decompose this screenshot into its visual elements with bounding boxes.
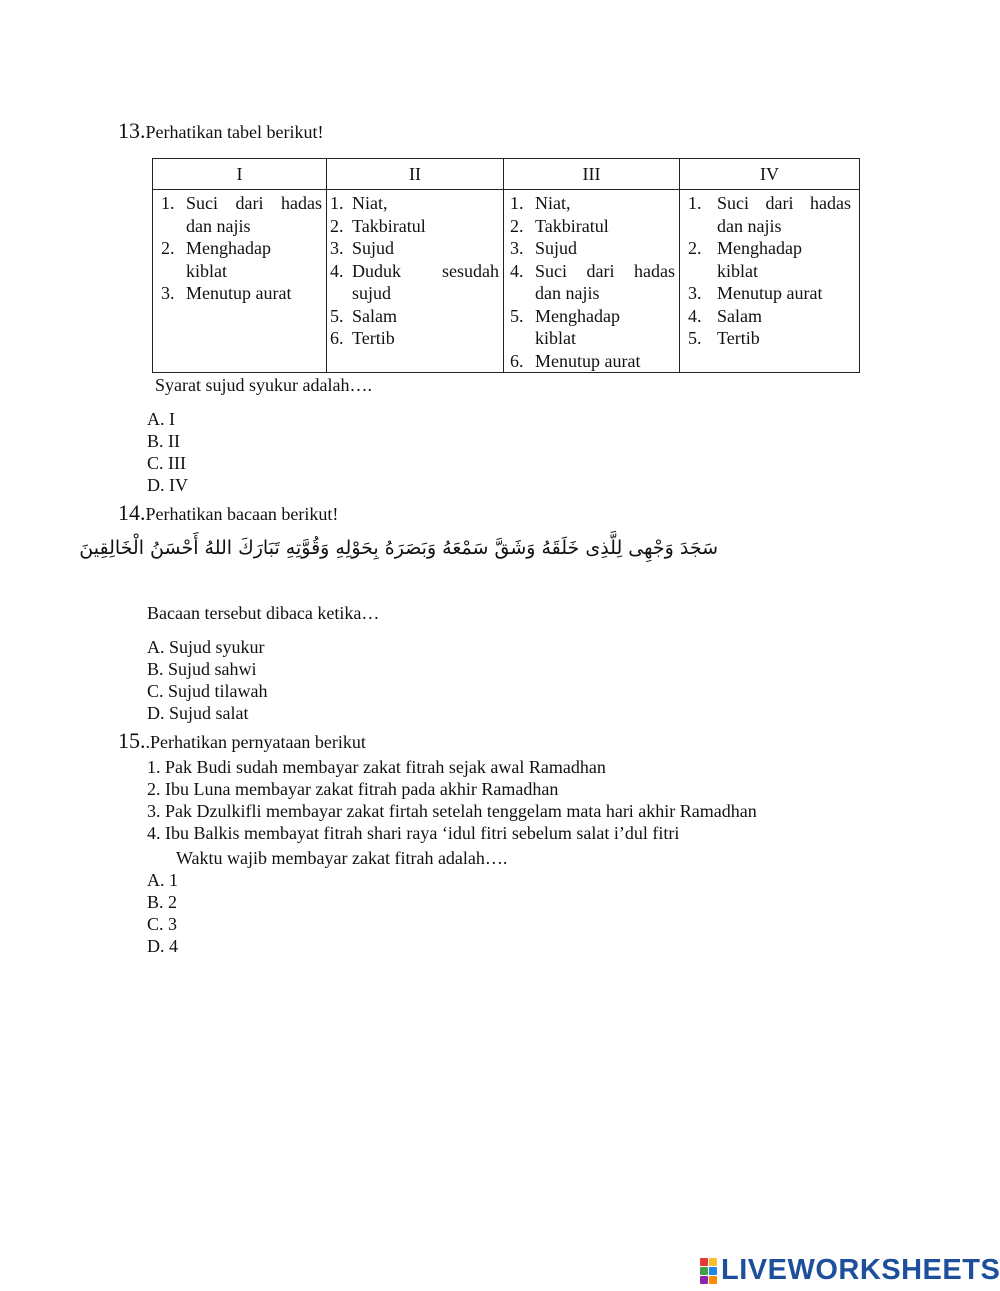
question-14-options — [147, 636, 268, 724]
list-text: dan najis — [717, 215, 782, 236]
list-text: Menutup aurat — [535, 350, 641, 371]
list-text: Suci dari hadas — [717, 193, 851, 213]
question-prompt: Perhatikan bacaan berikut! — [145, 504, 339, 524]
liveworksheets-logo-icon — [700, 1258, 717, 1284]
list-text: Niat, — [352, 193, 388, 213]
question-13-text: Syarat sujud syukur adalah…. — [155, 375, 372, 395]
list-text: Salam — [717, 305, 762, 326]
answer-option-b[interactable]: B. 2 — [147, 892, 178, 912]
table-header: I — [153, 159, 327, 190]
list-number: 2. — [688, 238, 702, 258]
list-text: Menghadap — [717, 238, 802, 258]
brand-name: LIVEWORKSHEETS — [721, 1254, 1000, 1286]
list-number: 5. — [330, 305, 344, 326]
list-text: kiblat — [186, 260, 227, 281]
list-text: dan najis — [186, 215, 251, 236]
answer-option-b[interactable]: B. II — [147, 431, 180, 451]
logo-square — [700, 1267, 708, 1275]
list-text: Duduk sesudah — [352, 260, 499, 281]
list-text: Menutup aurat — [717, 283, 823, 303]
answer-option-b[interactable]: B. Sujud sahwi — [147, 659, 257, 679]
table-cell-col4 — [680, 190, 860, 373]
question-14-header — [118, 500, 338, 526]
list-number: 3. — [688, 283, 702, 303]
statement-item: 4. Ibu Balkis membayat fitrah shari raya ‘idul fitri sebelum salat i’dul fitri — [147, 823, 680, 843]
question-13-header — [118, 118, 323, 144]
answer-option-a[interactable]: A. I — [147, 409, 175, 429]
list-number: 5. — [510, 305, 524, 326]
question-13-options — [147, 408, 188, 496]
answer-option-c[interactable]: C. III — [147, 453, 186, 473]
answer-option-c[interactable]: C. 3 — [147, 914, 178, 934]
list-number: 4. — [510, 260, 524, 281]
logo-square — [709, 1258, 717, 1266]
list-text: Takbiratul — [352, 215, 426, 236]
table-row — [153, 190, 860, 373]
list-text: kiblat — [717, 260, 758, 281]
list-number: 2. — [161, 238, 175, 258]
list-number: 2. — [330, 215, 344, 236]
table-header-row — [153, 159, 860, 190]
table-cell-col2 — [327, 190, 504, 373]
comparison-table — [152, 158, 860, 373]
list-text: Suci dari hadas — [535, 260, 675, 281]
list-number — [330, 282, 352, 305]
question-15-options — [147, 869, 178, 957]
logo-square — [700, 1258, 708, 1266]
table-header: III — [504, 159, 680, 190]
list-text: Tertib — [352, 328, 395, 348]
list-text: Takbiratul — [535, 215, 609, 236]
list-text: Salam — [352, 305, 397, 326]
list-number: 4. — [688, 305, 702, 326]
question-number: 15. — [118, 728, 146, 753]
list-number: 1. — [330, 193, 344, 213]
answer-option-d[interactable]: D. 4 — [147, 936, 178, 956]
statement-item: 1. Pak Budi sudah membayar zakat fitrah sejak awal Ramadhan — [147, 757, 606, 777]
list-text: Sujud — [352, 238, 395, 258]
question-number: 13. — [118, 118, 146, 143]
list-number — [161, 215, 186, 238]
logo-square — [700, 1276, 708, 1284]
list-number: 6. — [510, 350, 524, 371]
list-number — [510, 327, 535, 350]
answer-option-a[interactable]: A. 1 — [147, 870, 178, 890]
question-prompt: .Perhatikan pernyataan berikut — [145, 732, 366, 752]
question-14-text: Bacaan tersebut dibaca ketika… — [147, 603, 380, 623]
list-number: 2. — [510, 215, 524, 236]
list-text: Tertib — [717, 328, 760, 348]
question-15-statements — [147, 756, 757, 844]
list-number: 4. — [330, 260, 344, 281]
list-text: kiblat — [535, 328, 576, 348]
list-number: 5. — [688, 328, 702, 348]
question-number: 14. — [118, 500, 146, 525]
table-cell-col1 — [153, 190, 327, 373]
answer-option-d[interactable]: D. IV — [147, 475, 188, 495]
list-number: 1. — [161, 193, 175, 213]
logo-square — [709, 1267, 717, 1275]
question-15-header — [118, 728, 366, 754]
list-number: 3. — [510, 238, 524, 258]
list-number — [161, 260, 186, 283]
answer-option-d[interactable]: D. Sujud salat — [147, 703, 249, 723]
table-cell-col3 — [504, 190, 680, 373]
logo-square — [709, 1276, 717, 1284]
statement-item: 2. Ibu Luna membayar zakat fitrah pada akhir Ramadhan — [147, 779, 559, 799]
list-text: Menghadap — [186, 238, 271, 258]
list-number: 6. — [330, 328, 344, 348]
list-text: sujud — [352, 283, 392, 303]
statement-item: 3. Pak Dzulkifli membayar zakat firtah setelah tenggelam mata hari akhir Ramadhan — [147, 801, 757, 821]
list-number — [510, 282, 535, 305]
question-15-text: Waktu wajib membayar zakat fitrah adalah…. — [176, 848, 508, 868]
liveworksheets-brand — [700, 1254, 1000, 1287]
list-number: 1. — [688, 193, 702, 213]
list-number: 1. — [510, 193, 524, 213]
answer-option-a[interactable]: A. Sujud syukur — [147, 637, 265, 657]
arabic-recitation: سَجَدَ وَجْهِى لِلَّذِى خَلَقَهُ وَشَقَّ سَمْعَهُ وَبَصَرَهُ بِحَوْلِهِ وَقُوَّتِهِ تَبَارَكَ اللهُ أَحْسَنُ الْخَالِقِينَ — [79, 537, 718, 559]
list-text: Menutup aurat — [186, 283, 292, 303]
list-number — [688, 215, 717, 238]
list-text: Niat, — [535, 193, 571, 213]
list-number: 3. — [161, 283, 175, 303]
table-header: IV — [680, 159, 860, 190]
list-number — [688, 260, 717, 283]
list-number: 3. — [330, 238, 344, 258]
list-text: Menghadap — [535, 305, 620, 326]
list-text: dan najis — [535, 283, 600, 303]
question-prompt: Perhatikan tabel berikut! — [145, 122, 324, 142]
table-header: II — [327, 159, 504, 190]
list-text: Suci dari hadas — [186, 193, 322, 213]
answer-option-c[interactable]: C. Sujud tilawah — [147, 681, 268, 701]
list-text: Sujud — [535, 238, 578, 258]
